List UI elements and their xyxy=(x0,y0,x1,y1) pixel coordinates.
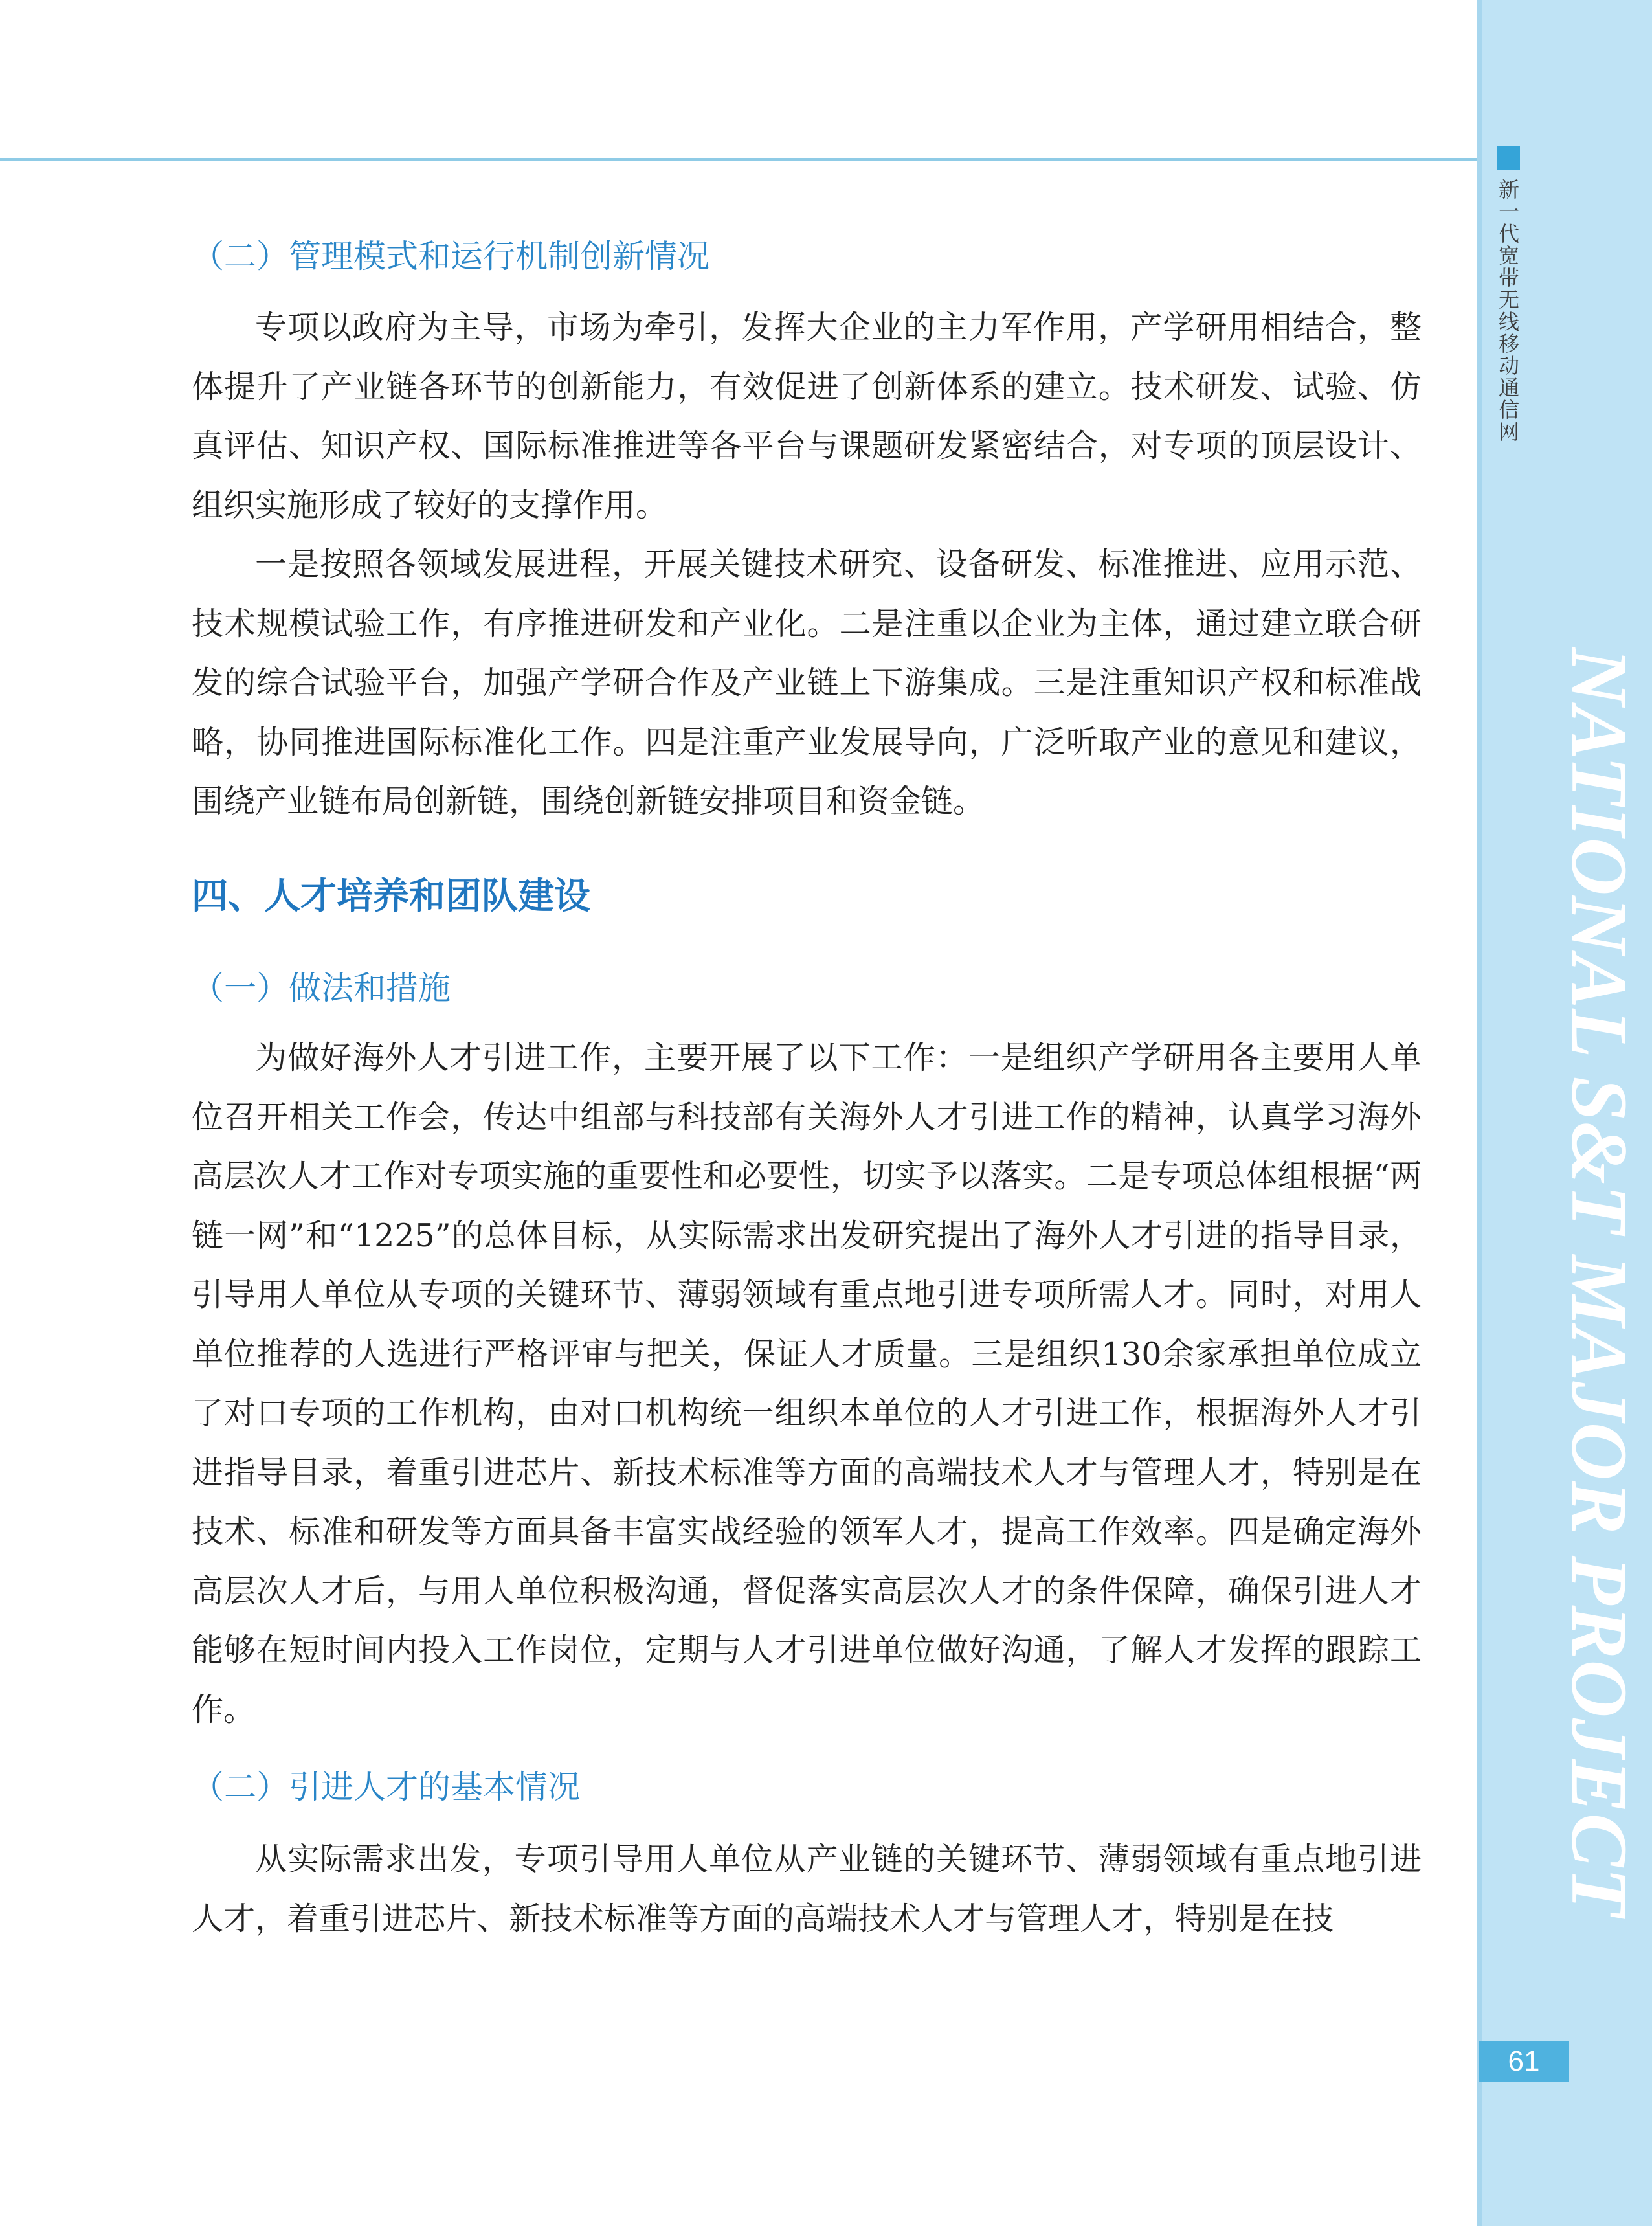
sidebar-band xyxy=(1477,0,1652,2226)
paragraph-management-measures: 一是按照各领域发展进程，开展关键技术研究、设备研发、标准推进、应用示范、技术规模试验工作，有序推进研发和产业化。二是注重以企业为主体，通过建立联合研发的综合试验平台，加强产学研合作及产业链上下游集成。三是注重知识产权和标准战略，协同推进国际标准化工作。四是注重产业发展导向，广泛听取产业的意见和建议，围绕产业链布局创新链，围绕创新链安排项目和资金链。 xyxy=(192,546,1422,820)
sidebar-edge xyxy=(1477,0,1482,2226)
page-number: 61 xyxy=(1479,2041,1569,2082)
paragraph-talent-status: 从实际需求出发，专项引导用人单位从产业链的关键环节、薄弱领域有重点地引进人才，着重引进芯片、新技术标准等方面的高端技术人才与管理人才，特别是在技 xyxy=(192,1841,1422,1937)
side-marker-square xyxy=(1497,146,1520,170)
subsection-heading-methods: （一）做法和措施 xyxy=(192,969,451,1007)
subsection-heading-management: （二）管理模式和运行机制创新情况 xyxy=(192,238,709,275)
subsection-heading-talent-status: （二）引进人才的基本情况 xyxy=(192,1768,580,1806)
paragraph-management-intro: 专项以政府为主导，市场为牵引，发挥大企业的主力军作用，产学研用相结合，整体提升了产业链各环节的创新能力，有效促进了创新体系的建立。技术研发、试验、仿真评估、知识产权、国际标准推进等各平台与课题研发紧密结合，对专项的顶层设计、组织实施形成了较好的支撑作用。 xyxy=(192,309,1422,524)
side-vertical-title: 新一代宽带无线移动通信网 xyxy=(1495,179,1520,443)
section-heading-talent: 四、人才培养和团队建设 xyxy=(192,875,590,917)
paragraph-methods: 为做好海外人才引进工作，主要开展了以下工作：一是组织产学研用各主要用人单位召开相关工作会，传达中组部与科技部有关海外人才引进工作的精神，认真学习海外高层次人才工作对专项实施的重要性和必要性，切实予以落实。二是专项总体组根据“两链一网”和“1225”的总体目标，从实际需求出发研究提出了海外人才引进的指导目录，引导用人单位从专项的关键环节、薄弱领域有重点地引进专项所需人才。同时，对用人单位推荐的人选进行严格评审与把关，保证人才质量。三是组织130余家承担单位成立了对口专项的工作机构，由对口机构统一组织本单位的人才引进工作，根据海外人才引进指导目录，着重引进芯片、新技术标准等方面的高端技术人才与管理人才，特别是在技术、标准和研发等方面具备丰富实战经验的领军人才，提高工作效率。四是确定海外高层次人才后，与用人单位积极沟通，督促落实高层次人才的条件保障，确保引进人才能够在短时间内投入工作岗位，定期与人才引进单位做好沟通，了解人才发挥的跟踪工作。 xyxy=(192,1039,1422,1728)
series-title: NATIONAL S&T MAJOR PROJECT xyxy=(1555,647,1644,1917)
header-rule xyxy=(0,158,1477,161)
